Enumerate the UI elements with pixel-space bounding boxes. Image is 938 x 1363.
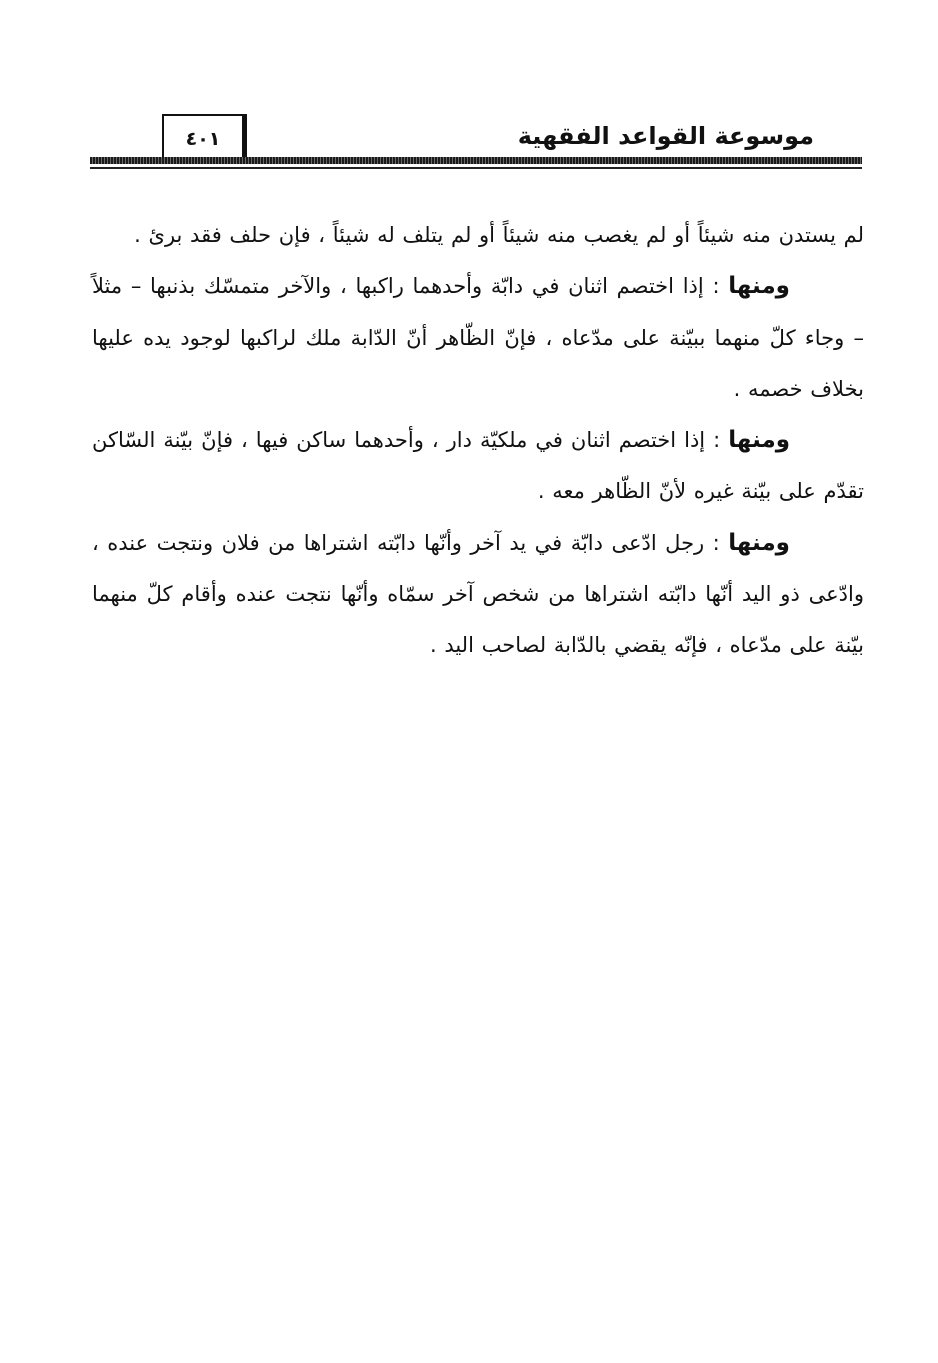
paragraph-text: : رجل ادّعى دابّة في يد آخر وأنّها دابّته اشتراها من فلان ونتجت عنده ، وادّعى ذو اليد أنّها دابّته اشتراها من شخص آخر سمّاه وأنّها نتجت عنده وأقام كلّ منهما بيّنة على مدّعاه ، فإنّه يقضي بالدّابة لصاحب اليد .: [92, 530, 864, 658]
paragraph-text: : إذا اختصم اثنان في دابّة وأحدهما راكبها ، والآخر متمسّك بذنبها – مثلاً – وجاء كلّ منهما ببيّنة على مدّعاه ، فإنّ الظّاهر أنّ الدّابة ملك لراكبها لوجود يده عليها بخلاف خصمه .: [92, 274, 864, 401]
page-header: [90, 108, 862, 178]
paragraph-example: [92, 518, 864, 672]
header-rule-thin: [90, 167, 862, 169]
paragraph-keyword: ومنها: [728, 273, 790, 300]
paragraph-keyword: ومنها: [728, 529, 790, 556]
paragraph-text: : إذا اختصم اثنان في ملكيّة دار ، وأحدهما ساكن فيها ، فإنّ بيّنة السّاكن تقدّم على بيّنة غيره لأنّ الظّاهر معه .: [92, 428, 864, 504]
page-body: [92, 210, 864, 672]
paragraph-continuation: [92, 210, 864, 261]
paragraph-keyword: ومنها: [728, 427, 790, 454]
page-number: ٤٠١: [162, 114, 244, 162]
paragraph-text: لم يستدن منه شيئاً أو لم يغصب منه شيئاً أو لم يتلف له شيئاً ، فإن حلف فقد برئ .: [134, 223, 864, 247]
header-rule: [90, 157, 862, 164]
book-title: موسوعة القواعد الفقهية: [517, 122, 814, 150]
paragraph-example: [92, 415, 864, 518]
paragraph-example: [92, 261, 864, 415]
